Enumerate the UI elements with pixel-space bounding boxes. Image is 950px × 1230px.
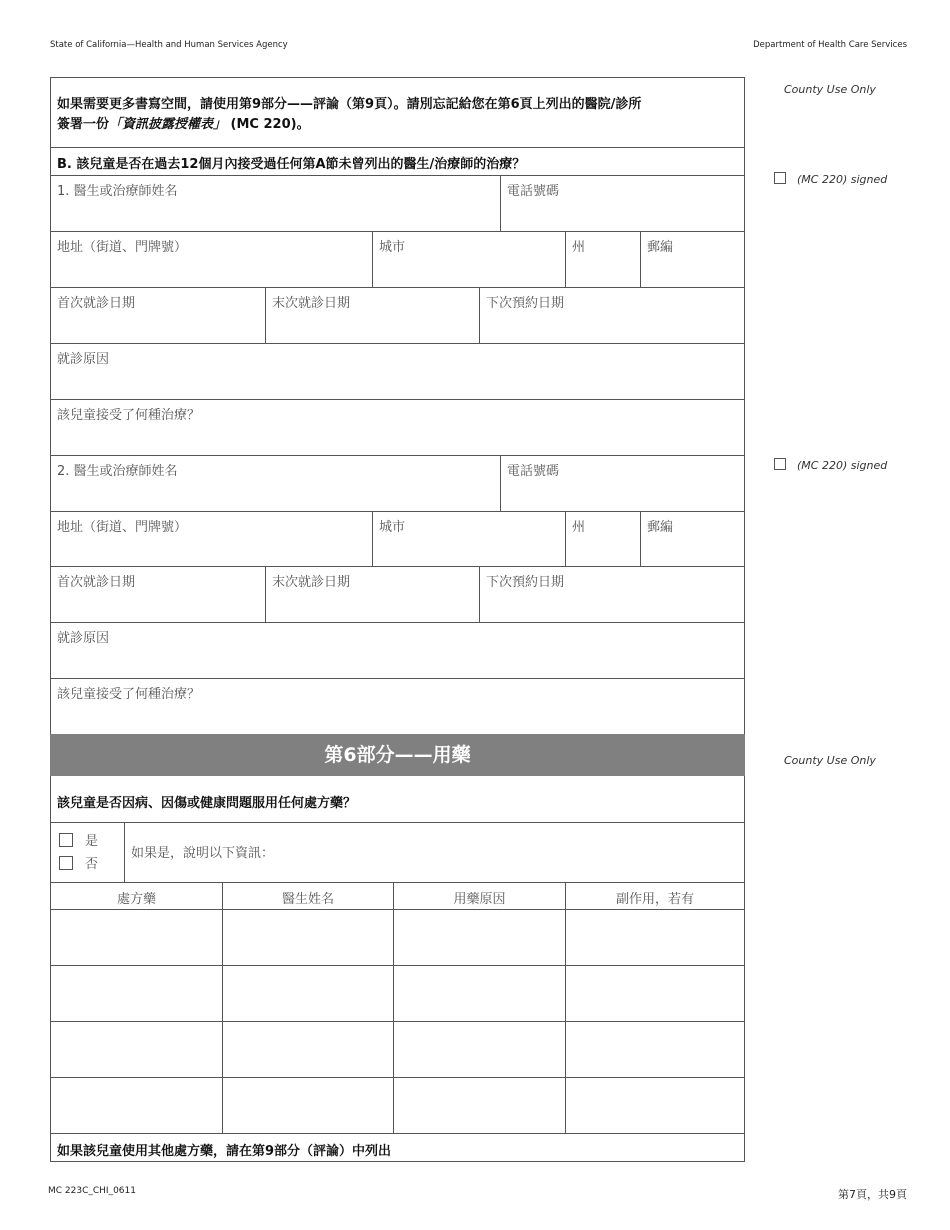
provider-1-zip-field[interactable] <box>640 232 744 287</box>
provider-2-city-field[interactable] <box>372 512 565 566</box>
provider-2-name-row <box>50 456 745 512</box>
address-label: 地址（街道、門牌號） <box>57 520 188 535</box>
state-label: 州 <box>572 520 586 535</box>
medication-table-row <box>50 1078 745 1134</box>
intro-row <box>50 77 745 148</box>
medication-cell[interactable] <box>222 1022 393 1077</box>
medication-question: 該兒童是否因病、因傷或健康問題服用任何處方藥？ <box>57 796 357 811</box>
medication-table-row <box>50 966 745 1022</box>
col-reason: 用藥原因 <box>393 883 565 909</box>
mc220-signed-label-2: (MC 220) signed <box>797 459 888 472</box>
county-use-only-label-2: County Use Only <box>784 754 876 767</box>
medication-cell[interactable] <box>393 1022 565 1077</box>
provider-2-next-appt-field[interactable] <box>479 567 744 622</box>
no-option[interactable] <box>59 853 98 872</box>
medication-cell[interactable] <box>565 910 744 965</box>
treatment-label: 該兒童接受了何種治療？ <box>57 408 201 423</box>
provider-1-city-field[interactable] <box>372 232 565 287</box>
medication-cell[interactable] <box>222 966 393 1021</box>
question-b: B. 該兒童是否在過去12個月內接受過任何第A節未曾列出的醫生/治療師的治療？ <box>57 157 526 172</box>
intro-line-1: 如果需要更多書寫空間，請使用第9部分——評論（第9頁）。請別忘記給您在第6頁上列出的醫院/診所 <box>57 97 642 112</box>
reason-label: 就診原因 <box>57 631 110 646</box>
provider-1-name-row <box>50 176 745 232</box>
treatment-label: 該兒童接受了何種治療？ <box>57 687 201 702</box>
first-visit-label: 首次就診日期 <box>57 575 136 590</box>
medication-cell[interactable] <box>565 1022 744 1077</box>
agency-header: State of California—Health and Human Services Agency <box>50 40 288 50</box>
mc220-signed-label-1: (MC 220) signed <box>797 173 888 186</box>
provider-2-zip-field[interactable] <box>640 512 744 566</box>
provider-1-address-field[interactable] <box>51 232 372 287</box>
zip-label: 郵編 <box>647 240 674 255</box>
department-header: Department of Health Care Services <box>753 40 907 50</box>
medication-cell[interactable] <box>393 966 565 1021</box>
reason-label: 就診原因 <box>57 352 110 367</box>
provider-2-name-field[interactable] <box>51 456 500 511</box>
col-doctor-name: 醫生姓名 <box>222 883 393 909</box>
medication-table-row <box>50 1022 745 1078</box>
provider-2-last-visit-field[interactable] <box>265 567 479 622</box>
provider-1-dates-row <box>50 288 745 344</box>
medication-cell[interactable] <box>51 1022 222 1077</box>
medication-cell[interactable] <box>222 910 393 965</box>
medication-footer-note: 如果該兒童使用其他處方藥，請在第9部分（評論）中列出 <box>57 1144 392 1159</box>
no-checkbox[interactable] <box>59 856 73 870</box>
col-side-effects: 副作用，若有 <box>565 883 744 909</box>
provider-2-address-field[interactable] <box>51 512 372 566</box>
medication-cell[interactable] <box>393 910 565 965</box>
city-label: 城市 <box>379 240 406 255</box>
provider-1-name-field[interactable] <box>51 176 500 231</box>
medication-footer-note-row <box>50 1134 745 1162</box>
provider-2-first-visit-field[interactable] <box>51 567 265 622</box>
last-visit-label: 末次就診日期 <box>272 296 351 311</box>
county-use-only-label: County Use Only <box>784 83 876 96</box>
provider-1-last-visit-field[interactable] <box>265 288 479 343</box>
no-label: 否 <box>85 857 99 872</box>
medication-cell[interactable] <box>565 1078 744 1133</box>
form-id: MC 223C_CHI_0611 <box>48 1186 136 1196</box>
yes-option[interactable] <box>59 830 98 849</box>
provider-2-reason-field[interactable] <box>50 623 745 679</box>
provider-1-treatment-field[interactable] <box>50 400 745 456</box>
phone-label: 電話號碼 <box>507 184 560 199</box>
intro-line-2: 簽署一份「資訊披露授權表」 (MC 220)。 <box>57 117 310 132</box>
mc220-signed-checkbox-1[interactable] <box>774 172 786 184</box>
question-b-row <box>50 148 745 176</box>
provider-1-reason-field[interactable] <box>50 344 745 400</box>
provider-2-state-field[interactable] <box>565 512 640 566</box>
next-appt-label: 下次預約日期 <box>486 575 565 590</box>
page-number: 第7頁，共9頁 <box>838 1188 907 1201</box>
provider-1-phone-field[interactable] <box>500 176 744 231</box>
medication-table-header <box>50 883 745 910</box>
next-appt-label: 下次預約日期 <box>486 296 565 311</box>
if-yes-cell <box>124 823 744 882</box>
provider-name-label: 2. 醫生或治療師姓名 <box>57 464 178 479</box>
medication-cell[interactable] <box>565 966 744 1021</box>
yes-no-cell <box>51 823 124 882</box>
medication-cell[interactable] <box>222 1078 393 1133</box>
section-6-title: 第6部分——用藥 <box>50 734 745 776</box>
if-yes-instruction: 如果是，說明以下資訊： <box>131 846 275 861</box>
last-visit-label: 末次就診日期 <box>272 575 351 590</box>
provider-1-state-field[interactable] <box>565 232 640 287</box>
zip-label: 郵編 <box>647 520 674 535</box>
first-visit-label: 首次就診日期 <box>57 296 136 311</box>
mc220-form-title: 「資訊披露授權表」 <box>109 117 227 132</box>
medication-question-row <box>50 776 745 823</box>
provider-1-next-appt-field[interactable] <box>479 288 744 343</box>
col-prescription: 處方藥 <box>116 892 156 907</box>
yes-checkbox[interactable] <box>59 833 73 847</box>
provider-2-address-row <box>50 512 745 567</box>
yes-label: 是 <box>85 834 99 849</box>
provider-2-dates-row <box>50 567 745 623</box>
phone-label: 電話號碼 <box>507 464 560 479</box>
medication-cell[interactable] <box>393 1078 565 1133</box>
provider-1-first-visit-field[interactable] <box>51 288 265 343</box>
medication-yes-no-row <box>50 823 745 883</box>
medication-table-row <box>50 910 745 966</box>
provider-name-label: 1. 醫生或治療師姓名 <box>57 184 178 199</box>
provider-2-treatment-field[interactable] <box>50 679 745 734</box>
address-label: 地址（街道、門牌號） <box>57 240 188 255</box>
medication-cell[interactable] <box>51 1078 222 1133</box>
intro-text <box>57 95 736 135</box>
provider-2-phone-field[interactable] <box>500 456 744 511</box>
mc220-signed-checkbox-2[interactable] <box>774 458 786 470</box>
medication-cell[interactable] <box>51 910 222 965</box>
city-label: 城市 <box>379 520 406 535</box>
provider-1-address-row <box>50 232 745 288</box>
form-body <box>50 77 745 1162</box>
state-label: 州 <box>572 240 586 255</box>
medication-cell[interactable] <box>51 966 222 1021</box>
